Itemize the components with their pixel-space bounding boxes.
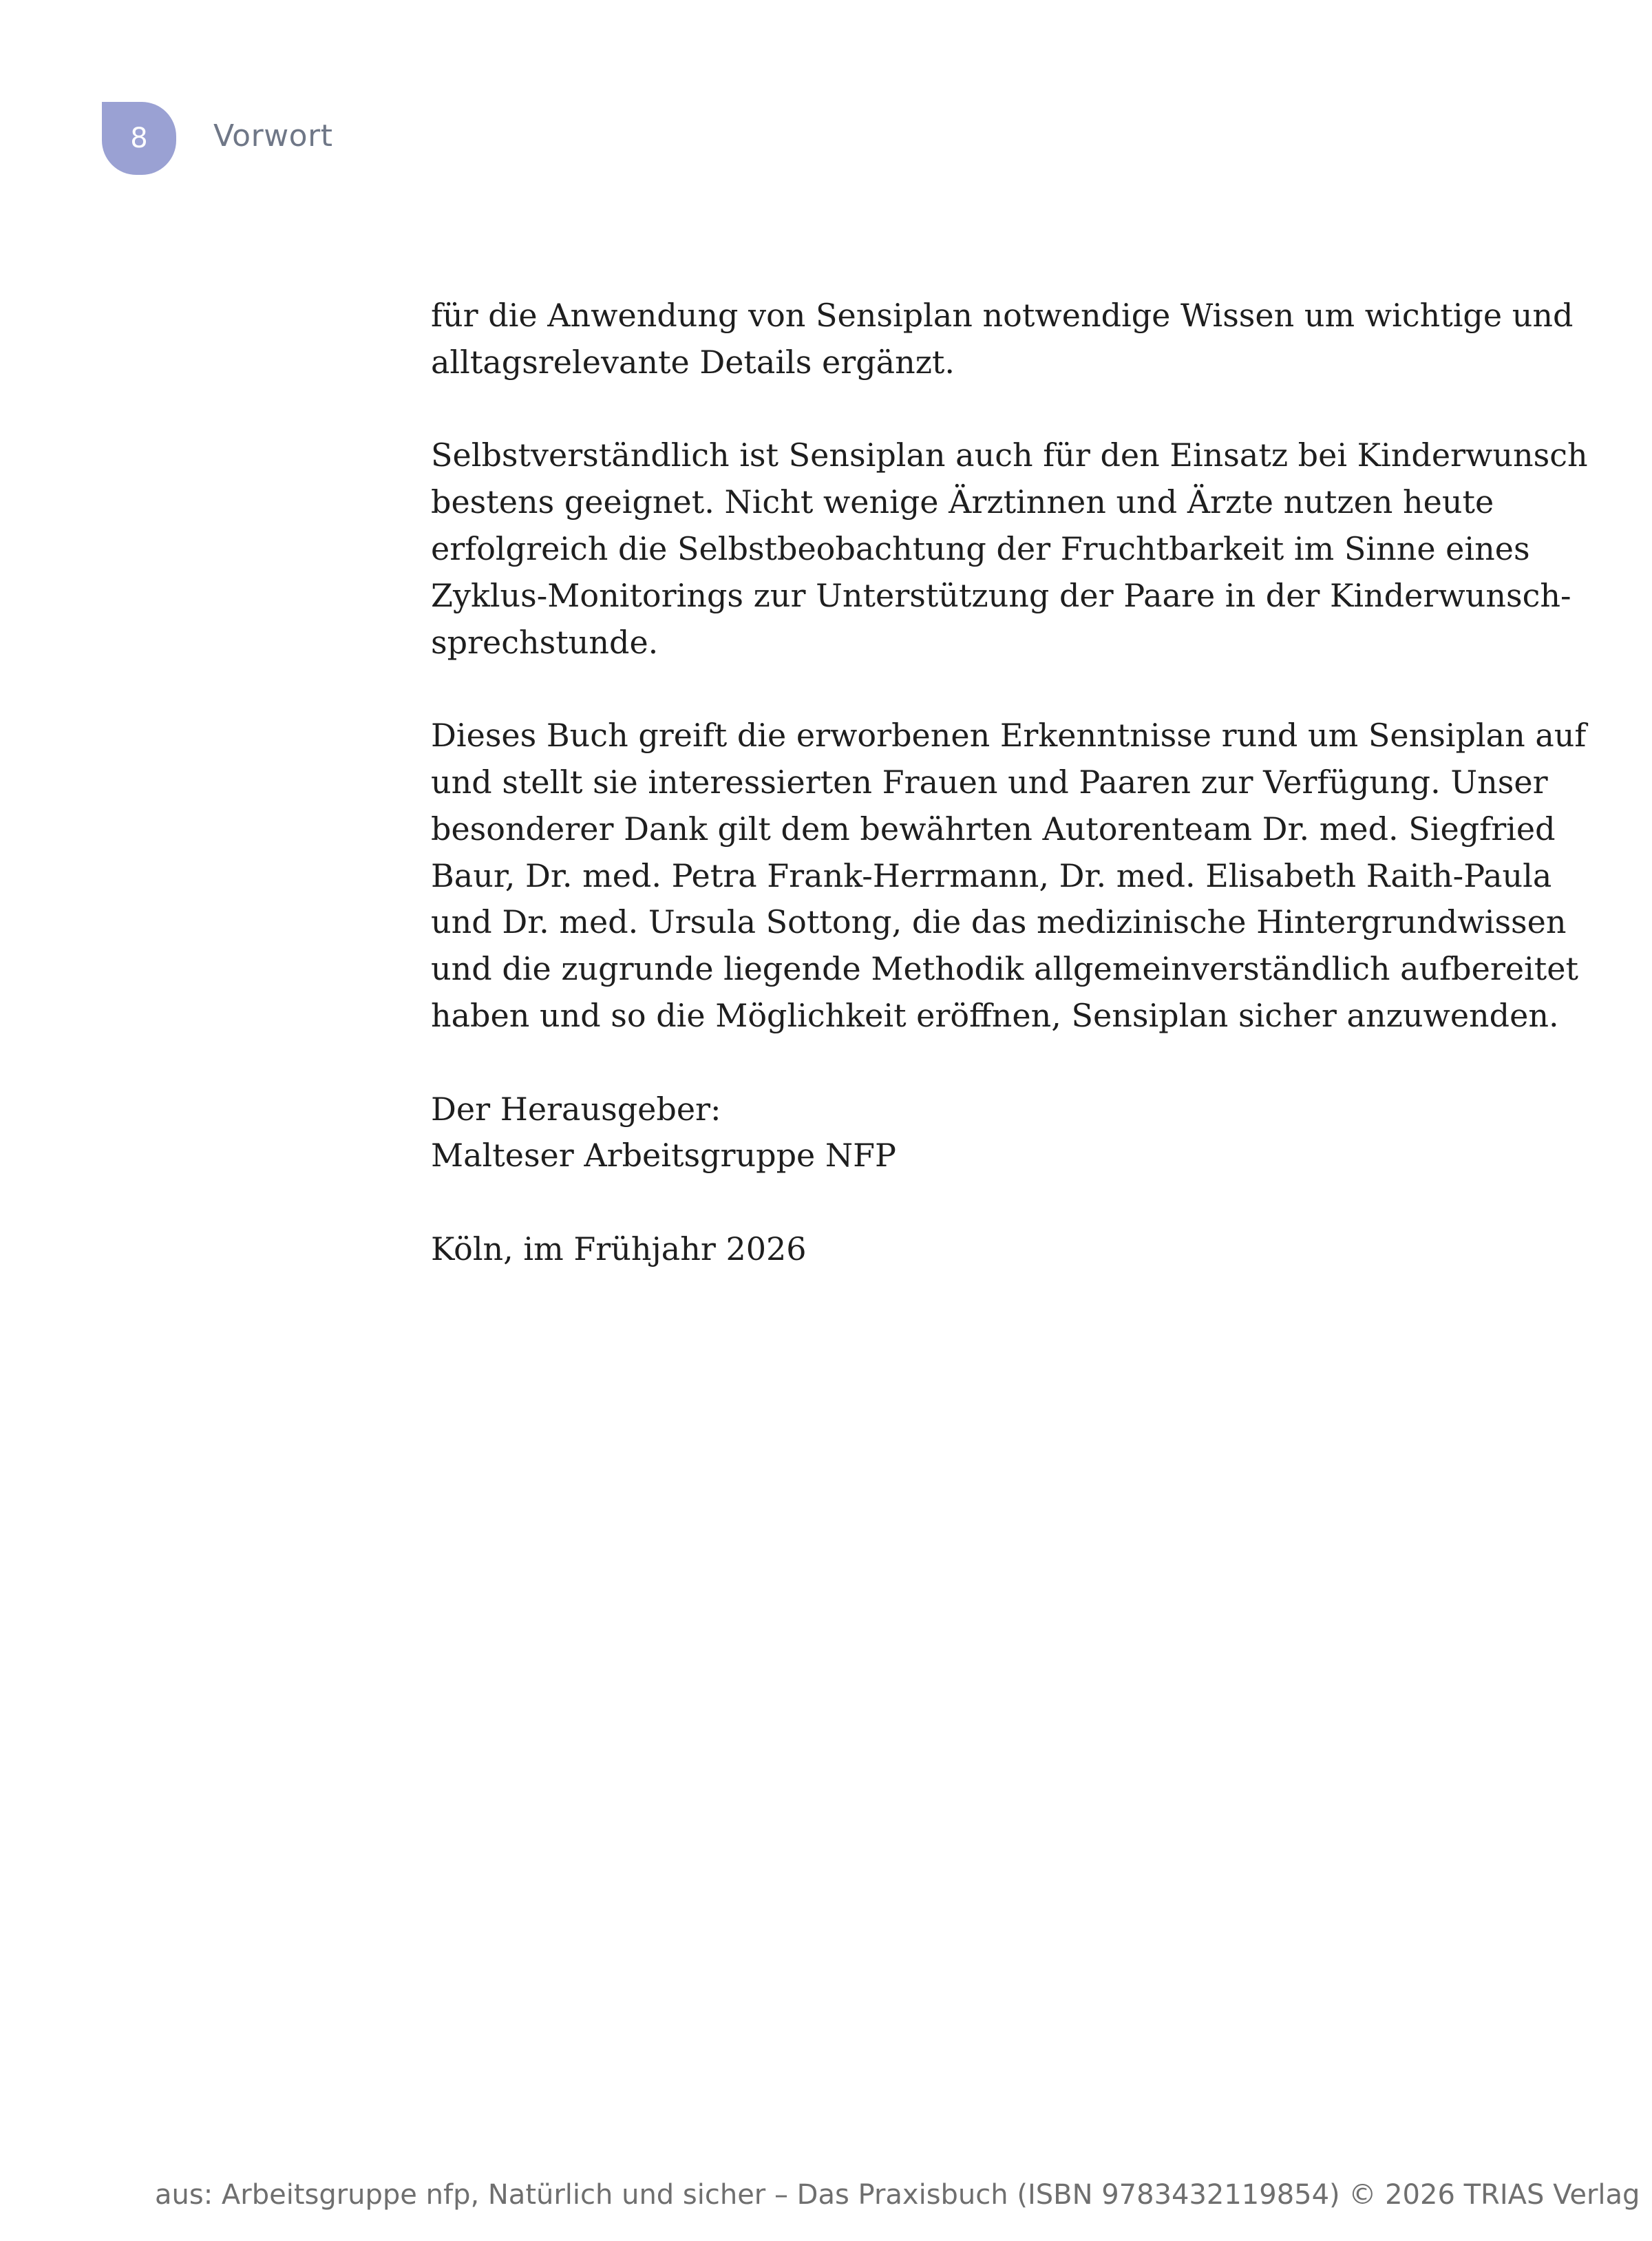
text-line: Zyklus-Monitorings zur Unterstützung der Paare in der Kinderwunsch- — [431, 576, 1571, 614]
place-date — [431, 1226, 1505, 1273]
text-line: Selbstverständlich ist Sensiplan auch für den Einsatz bei Kinderwunsch — [431, 436, 1588, 474]
text-line: bestens geeignet. Nicht wenige Ärztinnen und Ärzte nutzen heute — [431, 483, 1494, 521]
text-line: und die zugrunde liegende Methodik allgemeinverständlich aufbereitet — [431, 950, 1578, 988]
text-line: erfolgreich die Selbstbeobachtung der Fruchtbarkeit im Sinne eines — [431, 529, 1530, 567]
paragraph — [431, 432, 1588, 666]
text-line: Baur, Dr. med. Petra Frank-Herrmann, Dr. med. Elisabeth Raith-Paula — [431, 856, 1552, 894]
paragraph — [431, 713, 1587, 1040]
text-line: Dieses Buch greift die erworbenen Erkenntnisse rund um Sensiplan auf — [431, 717, 1587, 755]
page-number-badge — [102, 102, 176, 175]
text-line: sprechstunde. — [431, 623, 659, 661]
text-line: für die Anwendung von Sensiplan notwendige Wissen um wichtige und — [431, 297, 1574, 334]
page-number: 8 — [130, 123, 148, 154]
text-line: und Dr. med. Ursula Sottong, die das medizinische Hintergrundwissen — [431, 903, 1567, 941]
text-line: besonderer Dank gilt dem bewährten Autorenteam Dr. med. Siegfried — [431, 810, 1556, 848]
text-line: und stellt sie interessierten Frauen und Paaren zur Verfügung. Unser — [431, 763, 1548, 801]
body-text — [431, 293, 1588, 1320]
section-title: Vorwort — [213, 118, 333, 154]
source-footer: aus: Arbeitsgruppe nfp, Natürlich und sicher – Das Praxisbuch (ISBN 9783432119854) © 2026 TRIAS Verlag — [155, 2179, 1640, 2211]
text-line: haben und so die Möglichkeit eröffnen, Sensiplan sicher anzuwenden. — [431, 996, 1559, 1034]
text-line: Köln, im Frühjahr 2026 — [431, 1230, 807, 1267]
text-line: Der Herausgeber: — [431, 1090, 721, 1128]
paragraph — [431, 293, 1574, 386]
text-line: alltagsrelevante Details ergänzt. — [431, 343, 955, 381]
signature-block — [431, 1086, 1505, 1180]
text-line: Malteser Arbeitsgruppe NFP — [431, 1137, 896, 1175]
